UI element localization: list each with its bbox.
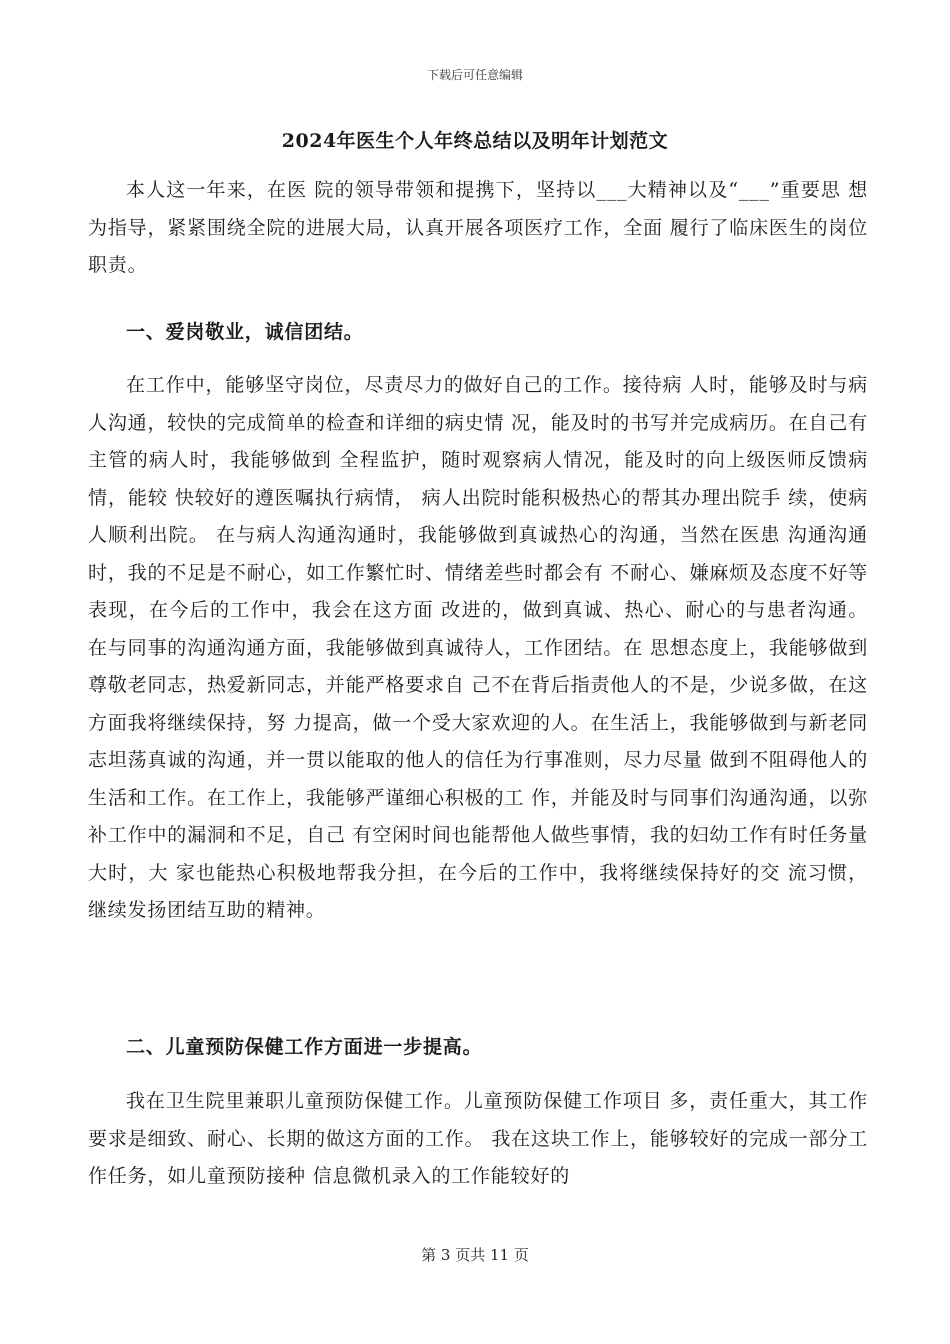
header-note: 下载后可任意编辑 (426, 68, 523, 82)
section-1-paragraph: 在工作中，能够坚守岗位，尽责尽力的做好自己的工作。接待病 人时，能够及时与病人沟通，较快的完成简单的检查和详细的病史情 况，能及时的书写并完成病历。在自己有主管的病人时，我能够做到 全程监护，随时观察病人情况，能及时的向上级医师反馈病情，能较 快较好的遵医嘱执行病情， 病人出院时能积极热心的帮其办理出院手 续，使病人顺利出院。 在与病人沟通沟通时，我能够做到真诚热心的沟通，当然在医患 沟通沟通时，我的不足是不耐心，如工作繁忙时、情绪差些时都会有 不耐心、嫌麻烦及态度不好等表现，在今后的工作中，我会在这方面 改进的，做到真诚、热心、耐心的与患者沟通。 在与同事的沟通沟通方面，我能够做到真诚待人，工作团结。在 思想态度上，我能够做到尊敬老同志，热爱新同志，并能严格要求自 己不在背后指责他人的不是，少说多做，在这方面我将继续保持，努 力提高，做一个受大家欢迎的人。在生活上，我能够做到与新老同志坦荡真诚的沟通，并一贯以能取的他人的信任为行事准则，尽力尽量 做到不阻碍他人的生活和工作。在工作上，我能够严谨细心积极的工 作，并能及时与同事们沟通沟通，以弥补工作中的漏洞和不足，自己 有空闲时间也能帮他人做些事情，我的妇幼工作有时任务量大时，大 家也能热心积极地帮我分担，在今后的工作中，我将继续保持好的交 流习惯，继续发扬团结互助的精神。 (88, 374, 868, 921)
section-1-heading: 一、爱岗敬业，诚信团结。 (126, 321, 364, 343)
intro-paragraph: 本人这一年来，在医 院的领导带领和提携下，坚持以___大精神以及“___”重要思 想为指导，紧紧围绕全院的进展大局，认真开展各项医疗工作，全面 履行了临床医生的岗位职责。 (88, 179, 868, 276)
page-footer: 第 3 页共 11 页 (421, 1246, 529, 1264)
section-2-heading: 二、儿童预防保健工作方面进一步提高。 (126, 1036, 483, 1058)
document-title: 2024年医生个人年终总结以及明年计划范文 (281, 130, 669, 152)
section-2-paragraph: 我在卫生院里兼职儿童预防保健工作。儿童预防保健工作项目 多，责任重大，其工作要求是细致、耐心、长期的做这方面的工作。 我在这块工作上，能够较好的完成一部分工作任务，如儿童预防接种 信息微机录入的工作能较好的 (88, 1090, 868, 1187)
